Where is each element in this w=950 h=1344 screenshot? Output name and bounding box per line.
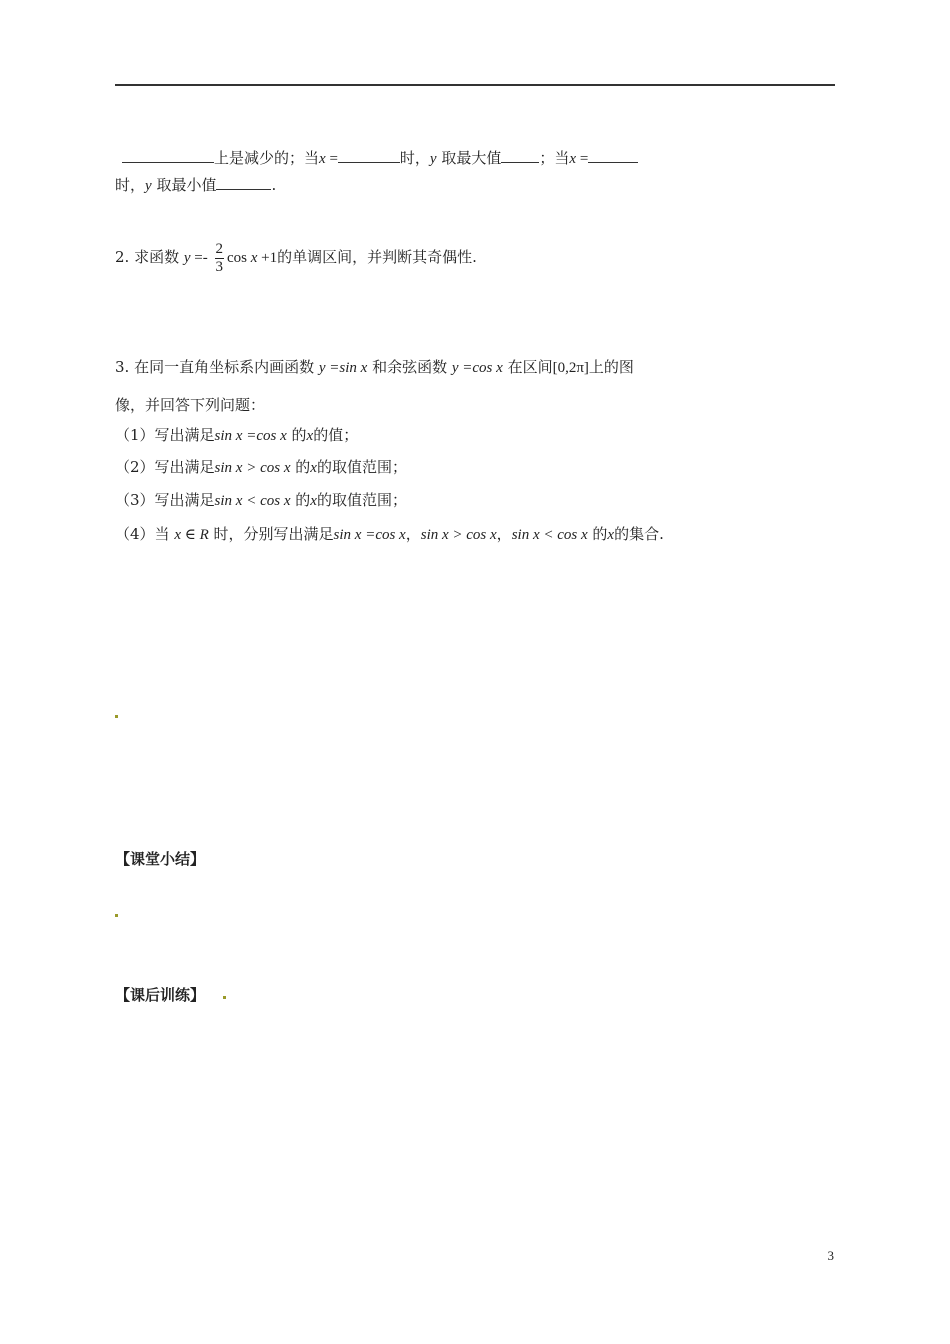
q2-line: 2. 求函数 y =- $\frac{2}{3}$ cos x +1的单调区间，并判断其奇偶性.: [115, 240, 477, 275]
q3-line1: 3. 在同一直角坐标系内画函数 y =sin x 和余弦函数 y =cos x 在区间[0,2π]上的图: [115, 358, 634, 376]
q3-sub4: （4）当 x ∈ R 时，分别写出满足sin x =cos x，sin x > cos x，sin x < cos x 的x的集合.: [115, 525, 664, 543]
formula-cos: y =cos x: [451, 360, 503, 376]
q1-line1: 上是减少的；当x = 时，y 取最大值 ；当x =: [122, 147, 638, 170]
var-y: y: [145, 178, 152, 194]
header-rule: [115, 84, 835, 86]
q3-sub1: （1）写出满足sin x =cos x 的x的值；: [115, 426, 359, 444]
q3-sub2: （2）写出满足sin x > cos x 的x的取值范围；: [115, 458, 407, 476]
var-x: x: [319, 151, 326, 167]
decorative-dot: [115, 715, 118, 718]
q3-line2: 像，并回答下列问题：: [115, 396, 266, 414]
q3-sub3: （3）写出满足sin x < cos x 的x的取值范围；: [115, 491, 407, 509]
q1-line2: 时，y 取最小值 .: [115, 176, 277, 194]
section-practice-heading: 【课后训练】: [115, 986, 206, 1004]
answer-blank[interactable]: [501, 148, 539, 163]
answer-blank[interactable]: [122, 148, 214, 163]
answer-blank[interactable]: [338, 148, 400, 163]
formula-sin: y =sin x: [318, 360, 368, 376]
decorative-dot: [115, 914, 118, 917]
var-y: y: [429, 151, 437, 167]
fraction: $\frac{2}{3}$: [215, 240, 223, 275]
decorative-dot: [223, 996, 226, 999]
page-number: 3: [827, 1248, 834, 1263]
interval: [0,2π]: [552, 360, 589, 376]
answer-blank[interactable]: [588, 148, 638, 163]
var-x: x: [569, 151, 577, 167]
section-summary-heading: 【课堂小结】: [115, 850, 206, 868]
answer-blank[interactable]: [216, 175, 271, 190]
